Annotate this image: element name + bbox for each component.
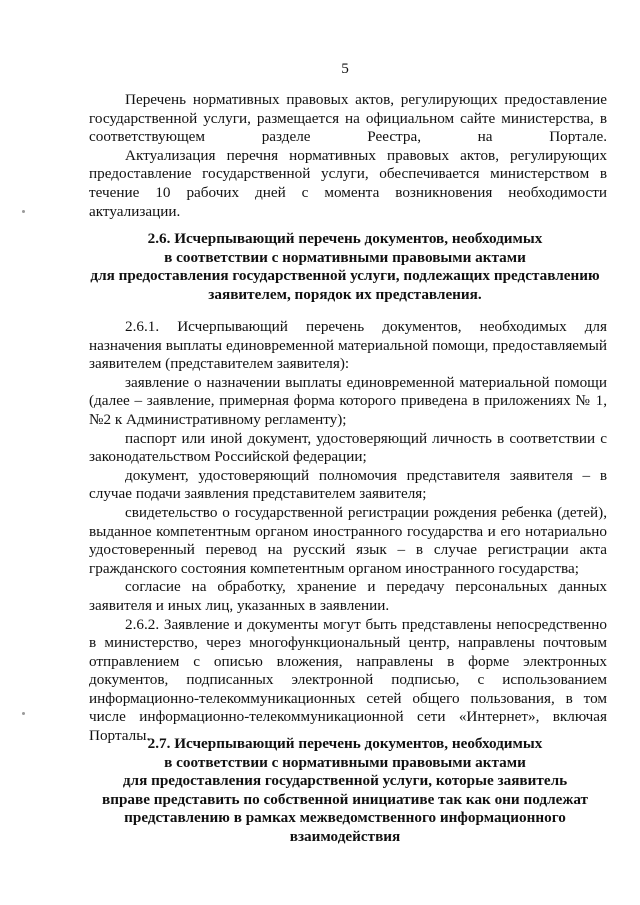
heading-line: представлению в рамках межведомственного информационного: [124, 809, 566, 827]
text-block-2: [89, 318, 607, 746]
scan-speck: [22, 712, 25, 715]
heading-line: 2.7. Исчерпывающий перечень документов, необходимых: [147, 735, 543, 752]
paragraph: заявление о назначении выплаты единовременной материальной помощи (далее – заявление, примерная форма которого приведена в приложениях № 1, №2 к Административному регламенту);: [89, 373, 607, 428]
heading-line: взаимодействия: [289, 827, 401, 845]
heading-line: в соответствии с нормативными правовыми актами: [164, 753, 526, 771]
heading-line: для предоставления государственной услуги, подлежащих представлению: [90, 267, 600, 285]
heading-line: заявителем, порядок их представления.: [208, 285, 482, 303]
paragraph: согласие на обработку, хранение и передачу персональных данных заявителя и иных лиц, указанных в заявлении.: [89, 578, 607, 614]
page-number: 5: [341, 60, 349, 77]
heading-line: 2.6. Исчерпывающий перечень документов, необходимых: [147, 230, 543, 247]
heading-line: для предоставления государственной услуги, которые заявитель: [122, 772, 568, 790]
scan-speck: [22, 210, 25, 213]
heading-line: вправе представить по собственной инициативе так как они подлежат: [102, 790, 588, 808]
heading-line: в соответствии с нормативными правовыми актами: [164, 248, 526, 266]
paragraph: Актуализация перечня нормативных правовых актов, регулирующих предоставление государственной услуги, обеспечивается министерством в течение 10 рабочих дней с момента возникновения необходимости актуализации.: [89, 146, 607, 220]
paragraph: документ, удостоверяющий полномочия представителя заявителя – в случае подачи заявления представителем заявителя;: [89, 466, 607, 503]
paragraph: свидетельство о государственной регистрации рождения ребенка (детей), выданное компетентным органом иностранного государства и его нотариально удостоверенный перевод на русский язык – в случае регистрации акта гражданского состояния компетентным органом иностранного государства;: [89, 503, 607, 577]
paragraph: 2.6.1. Исчерпывающий перечень документов, необходимых для назначения выплаты единовременной материальной помощи, предоставляемый заявителем (представителем заявителя):: [89, 318, 607, 373]
section-heading-2-6: [60, 230, 630, 304]
paragraph: Перечень нормативных правовых актов, регулирующих предоставление государственной услуги, размещается на официальном сайте министерства, в соответствующем разделе Реестра, на Портале.: [89, 91, 607, 146]
paragraph: паспорт или иной документ, удостоверяющий личность в соответствии с законодательством Российской федерации;: [89, 429, 607, 466]
text-block-1: [89, 91, 607, 221]
section-heading-2-7: [60, 735, 630, 847]
paragraph: 2.6.2. Заявление и документы могут быть представлены непосредственно в министерство, через многофункциональный центр, направлены почтовым отправлением с описью вложения, направлены в форме электронных документов, подписанных электронной подписью, с использованием информационно-телекоммуникационных сетей общего пользования, в том числе информационно-телекоммуникационной сети «Интернет», включая Порталы.: [89, 615, 607, 745]
